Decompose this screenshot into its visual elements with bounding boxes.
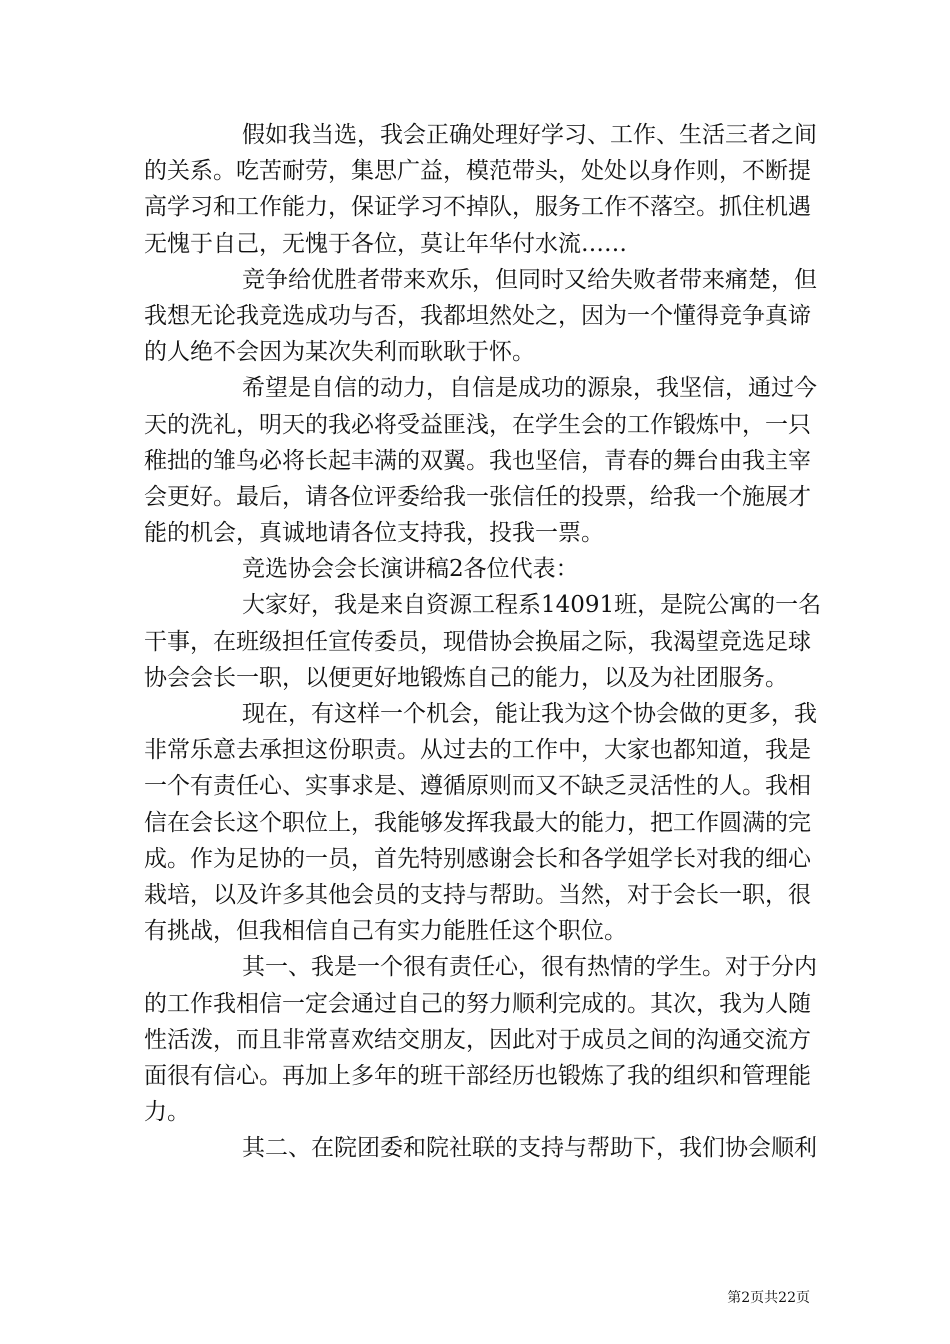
paragraph-line: 现在，有这样一个机会，能让我为这个协会做的更多，我 bbox=[242, 701, 817, 727]
paragraph-line: 非常乐意去承担这份职责。从过去的工作中，大家也都知道，我是 bbox=[144, 737, 811, 764]
paragraph-line: 的关系。吃苦耐劳，集思广益，模范带头，处处以身作则，不断提 bbox=[144, 158, 811, 185]
paragraph-line: 高学习和工作能力，保证学习不掉队，服务工作不落空。抓住机遇 bbox=[144, 194, 811, 221]
paragraph-line: 希望是自信的动力，自信是成功的源泉，我坚信，通过今 bbox=[242, 375, 817, 402]
paragraph-line: 假如我当选，我会正确处理好学习、工作、生活三者之间 bbox=[242, 122, 817, 148]
paragraph-line: 稚拙的雏鸟必将长起丰满的双翼。我也坚信，青春的舞台由我主宰 bbox=[144, 447, 811, 474]
paragraph-line: 大家好，我是来自资源工程系14091班，是院公寓的一名 bbox=[242, 592, 822, 619]
paragraph-line: 力。 bbox=[144, 1099, 190, 1126]
paragraph-line: 会更好。最后，请各位评委给我一张信任的投票，给我一个施展才 bbox=[144, 483, 811, 510]
paragraph-line: 成。作为足协的一员，首先特别感谢会长和各学姐学长对我的细心 bbox=[144, 845, 811, 872]
paragraph-line: 性活泼，而且非常喜欢结交朋友，因此对于成员之间的沟通交流方 bbox=[144, 1026, 811, 1053]
paragraph-line: 一个有责任心、实事求是、遵循原则而又不缺乏灵活性的人。我相 bbox=[144, 773, 811, 800]
paragraph-line: 栽培，以及许多其他会员的支持与帮助。当然，对于会长一职，很 bbox=[144, 881, 811, 908]
paragraph-line: 其一、我是一个很有责任心，很有热情的学生。对于分内 bbox=[242, 954, 817, 981]
paragraph-line: 有挑战，但我相信自己有实力能胜任这个职位。 bbox=[144, 918, 627, 945]
paragraph-line: 干事，在班级担任宣传委员，现借协会换届之际，我渴望竞选足球 bbox=[144, 628, 811, 655]
paragraph-line: 天的洗礼，明天的我必将受益匪浅，在学生会的工作锻炼中，一只 bbox=[144, 411, 811, 438]
paragraph-line: 能的机会，真诚地请各位支持我，投我一票。 bbox=[144, 520, 604, 547]
section-heading: 竞选协会会长演讲稿2各位代表： bbox=[242, 556, 579, 583]
paragraph-line: 信在会长这个职位上，我能够发挥我最大的能力，把工作圆满的完 bbox=[144, 809, 811, 836]
paragraph-line: 无愧于自己，无愧于各位，莫让年华付水流…… bbox=[144, 230, 627, 257]
document-body bbox=[144, 117, 822, 1166]
paragraph-line: 协会会长一职，以便更好地锻炼自己的能力，以及为社团服务。 bbox=[144, 664, 788, 691]
paragraph-line: 面很有信心。再加上多年的班干部经历也锻炼了我的组织和管理能 bbox=[144, 1062, 811, 1089]
paragraph-line: 的工作我相信一定会通过自己的努力顺利完成的。其次，我为人随 bbox=[144, 990, 811, 1017]
paragraph-line: 我想无论我竞选成功与否，我都坦然处之，因为一个懂得竞争真谛 bbox=[144, 302, 811, 329]
paragraph-line: 的人绝不会因为某次失利而耿耿于怀。 bbox=[144, 339, 535, 366]
paragraph-line: 其二、在院团委和院社联的支持与帮助下，我们协会顺利 bbox=[242, 1135, 817, 1162]
page-number: 第2页共22页 bbox=[727, 1290, 810, 1306]
paragraph-line: 竞争给优胜者带来欢乐，但同时又给失败者带来痛楚，但 bbox=[242, 266, 817, 293]
